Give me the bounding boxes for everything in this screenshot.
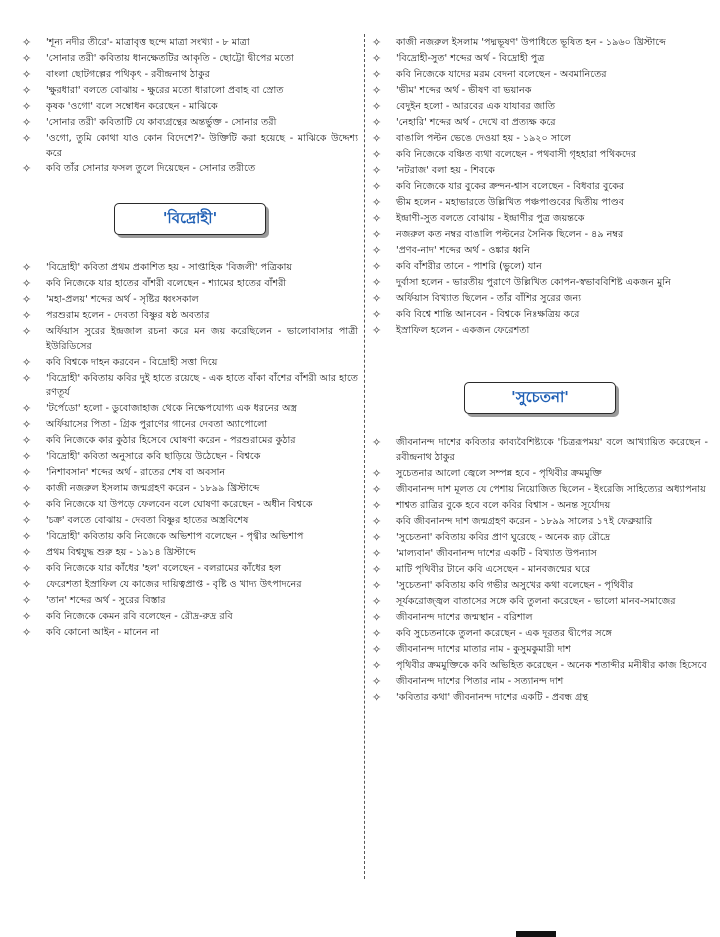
list-item — [22, 402, 358, 417]
item-text: 'বিদ্রোহী' কবিতায় কবির দুই হাতে রয়েছে - এক হাতে বাঁকা বাঁশের বাঁশরী আর হাতে রণতূর্য — [46, 372, 358, 399]
list-item — [372, 483, 708, 498]
item-text: মাটি পৃথিবীর টানে কবি এসেছেন - মানবজন্মের ঘরে — [396, 563, 591, 575]
list-item — [22, 372, 358, 401]
item-text: কাজী নজরুল ইসলাম জন্মগ্রহণ করেন - ১৮৯৯ খ্রিস্টাব্দে — [46, 483, 260, 495]
item-text: পরশুরাম হলেন - দেবতা বিষ্ণুর ষষ্ঠ অবতার — [46, 310, 210, 322]
item-text: দুর্বাসা হলেন - ভারতীয় পুরাণে উল্লিখিত কোপন-স্বভাববিশিষ্ট একজন মুনি — [396, 276, 671, 288]
list-item — [372, 436, 708, 465]
list-item — [372, 531, 708, 546]
bullet-icon: ✧ — [22, 466, 32, 480]
item-text: কবি নিজেকে কেমন রবি বলেছেন - রৌদ্র-রুদ্র রবি — [46, 610, 233, 622]
item-text: কৃষক 'ওগো' বলে সম্বোধন করেছেন - মাঝিকে — [46, 100, 218, 112]
bullet-icon: ✧ — [372, 674, 382, 688]
item-text: ইন্দ্রাণী-সুত বলতে বোঝায় - ইন্দ্রাণীর পুত্র জয়ন্তকে — [396, 212, 585, 224]
list-item — [22, 84, 358, 99]
list-item — [22, 514, 358, 529]
item-text: ইস্রাফিল হলেন - একজন ফেরেশতা — [396, 324, 530, 336]
list-item — [22, 546, 358, 561]
bullet-icon: ✧ — [22, 162, 32, 176]
bullet-icon: ✧ — [22, 51, 32, 65]
item-text: কবি সুচেতনাকে তুলনা করেছেন - এক দূরতর দ্বীপের সঙ্গে — [396, 627, 612, 639]
item-text: কবি জীবনানন্দ দাশ জন্মগ্রহণ করেন - ১৮৯৯ সালের ১৭ই ফেব্রুয়ারি — [396, 515, 653, 527]
list-item — [372, 84, 708, 99]
bullet-icon: ✧ — [22, 562, 32, 575]
bullet-icon: ✧ — [22, 530, 32, 544]
list-item — [372, 611, 708, 626]
bullet-icon: ✧ — [22, 99, 32, 113]
item-text: জীবনানন্দ দাশের মাতার নাম - কুসুমকুমারী দাশ — [396, 643, 571, 655]
list-item — [22, 498, 358, 513]
bullet-icon: ✧ — [372, 466, 382, 480]
list-item — [22, 466, 358, 481]
list-item — [372, 595, 708, 610]
list-item — [372, 691, 708, 706]
item-text: কবি বিশ্বে শান্তি আনবেন - বিশ্বকে নিঃক্ষত্রিয় করে — [396, 308, 580, 320]
item-text: 'তান' শব্দের অর্থ - সুরের বিস্তার — [46, 594, 166, 606]
right-top-list — [372, 36, 708, 338]
bullet-icon: ✧ — [22, 482, 32, 496]
bullet-icon: ✧ — [372, 67, 382, 81]
item-text: জীবনানন্দ দাশের কবিতার কাব্যবৈশিষ্ট্যকে 'চিত্ররূপময়' বলে আখ্যায়িত করেছেন - রবীন্দ্রনাথ ঠাকুর — [396, 437, 708, 463]
item-text: 'ক্ষুরধারা' বলতে বোঝায় - ক্ষুরের মতো ধারালো প্রবাহ বা স্রোত — [46, 84, 284, 96]
list-item — [372, 116, 708, 131]
bullet-icon: ✧ — [22, 277, 32, 291]
list-item — [22, 610, 358, 625]
bullet-icon: ✧ — [22, 115, 32, 129]
item-text: 'সোনার তরী' কবিতায় ধানক্ষেতটির আকৃতি - ছোট্টো দ্বীপের মতো — [46, 52, 294, 64]
bullet-icon: ✧ — [372, 83, 382, 97]
item-text: 'সোনার তরী' কবিতাটি যে কাব্যগ্রন্থের অন্তর্ভুক্ত - সোনার তরী — [46, 116, 277, 128]
bullet-icon: ✧ — [22, 434, 32, 448]
left-top-list — [22, 36, 358, 177]
list-item — [372, 260, 708, 275]
item-text: পৃথিবীর ক্রমমুক্তিকে কবি অভিহিত করেছেন - অনেক শতাব্দীর মনীষীর কাজ হিসেবে — [396, 659, 707, 671]
list-item — [22, 626, 358, 641]
bullet-icon: ✧ — [22, 67, 32, 81]
item-text: নজরুল কত নম্বর বাঙালি পল্টনের সৈনিক ছিলেন - ৪৯ নম্বর — [396, 228, 624, 240]
bullet-icon: ✧ — [22, 325, 32, 339]
list-item — [372, 52, 708, 67]
list-item — [22, 36, 358, 51]
item-text: বাংলা ছোটগল্পের পথিকৃৎ - রবীন্দ্রনাথ ঠাকুর — [46, 68, 210, 80]
bullet-icon: ✧ — [22, 450, 32, 464]
list-item — [372, 467, 708, 482]
item-text: 'নটরাজ' বলা হয় - শিবকে — [396, 164, 495, 176]
item-text: 'চক্র' বলতে বোঝায় - দেবতা বিষ্ণুর হাতের অস্ত্রবিশেষ — [46, 515, 249, 527]
list-item — [22, 482, 358, 497]
item-text: 'বিদ্রোহী' কবিতায় কবি নিজেকে অভিশাপ বলেছেন - পৃথ্বীর অভিশাপ — [46, 531, 304, 543]
bullet-icon: ✧ — [22, 625, 32, 639]
list-item — [22, 530, 358, 545]
bullet-icon: ✧ — [372, 690, 382, 704]
item-text: কবি বিশ্বকে দাহন করবেন - বিদ্রোহী সত্তা দিয়ে — [46, 356, 218, 368]
list-item — [372, 132, 708, 147]
list-item — [372, 292, 708, 307]
item-text: কবি নিজেকে যাদের মরম বেদনা বলেছেন - অবমানিতের — [396, 68, 607, 80]
item-text: শাশ্বত রাত্রির বুকে হবে বলে কবির বিশ্বাস - অনন্ত সূর্যোদয় — [396, 499, 611, 511]
item-text: 'নেহারি' শব্দের অর্থ - দেখে বা প্রত্যক্ষ করে — [396, 116, 556, 128]
item-text: 'মাল্যবান' জীবনানন্দ দাশের একটি - বিখ্যাত উপন্যাস — [396, 547, 597, 559]
bullet-icon: ✧ — [22, 131, 32, 145]
right-column — [372, 36, 708, 707]
bullet-icon: ✧ — [372, 594, 382, 608]
bullet-icon: ✧ — [372, 275, 382, 289]
item-text: কবি নিজেকে বঞ্চিত ব্যথা বলেছেন - পথবাসী গৃহহারা পথিকদের — [396, 148, 637, 160]
bullet-icon: ✧ — [22, 577, 32, 591]
bullet-icon: ✧ — [22, 514, 32, 528]
item-text: কবি কোনো আইন - মানেন না — [46, 626, 160, 638]
item-text: জীবনানন্দ দাশের জন্মস্থান - বরিশাল — [396, 611, 533, 623]
bullet-icon: ✧ — [372, 131, 382, 145]
list-item — [372, 276, 708, 291]
list-item — [22, 594, 358, 609]
bullet-icon: ✧ — [372, 211, 382, 225]
item-text: অর্ফিয়াস সুরের ইন্দ্রজাল রচনা করে মন জয় করেছিলেন - ভালোবাসার পাত্রী ইউরিডিসের — [46, 326, 358, 352]
item-text: অর্ফিয়াস বিখ্যাত ছিলেন - তাঁর বাঁশির সুরের জন্য — [396, 292, 581, 304]
bullet-icon: ✧ — [22, 609, 32, 623]
list-item — [22, 562, 358, 577]
list-item — [372, 643, 708, 658]
list-item — [22, 100, 358, 115]
bullet-icon: ✧ — [372, 115, 382, 129]
bullet-icon: ✧ — [372, 243, 382, 257]
bullet-icon: ✧ — [372, 530, 382, 544]
list-item — [372, 627, 708, 642]
bullet-icon: ✧ — [372, 307, 382, 321]
list-item — [372, 579, 708, 594]
section-heading-suchetona: 'সুচেতনা' — [464, 382, 616, 414]
list-item — [372, 212, 708, 227]
item-text: 'কবিতার কথা' জীবনানন্দ দাশের একটি - প্রবন্ধ গ্রন্থ — [396, 691, 589, 703]
item-text: বাঙালি পল্টন ভেঙে দেওয়া হয় - ১৯২০ সালে — [396, 132, 571, 144]
bullet-icon: ✧ — [372, 658, 382, 672]
item-text: 'সুচেতনা' কবিতায় কবির প্রাণ ঘুরেছে - অনেক রূঢ় রৌদ্রে — [396, 531, 611, 543]
bullet-icon: ✧ — [372, 546, 382, 560]
list-item — [372, 324, 708, 339]
list-item — [372, 244, 708, 259]
left-bottom-list — [22, 261, 358, 640]
item-text: কবি নিজেকে যার হাতের বাঁশরী বলেছেন - শ্যামের হাতের বাঁশরী — [46, 278, 287, 290]
list-item — [372, 36, 708, 51]
item-text: 'শূন্য নদীর তীরে'- মাত্রাবৃত্ত ছন্দে মাত্রা সংখ্যা - ৮ মাত্রা — [46, 37, 250, 48]
bullet-icon: ✧ — [22, 418, 32, 432]
bullet-icon: ✧ — [22, 355, 32, 369]
item-text: 'টর্পেডো' হলো - ডুবোজাহাজ থেকে নিক্ষেপযোগ্য এক ধরনের অস্ত্র — [46, 403, 298, 415]
item-text: 'সুচেতনা' কবিতায় কবি গভীর অসুখের কথা বলেছেন - পৃথিবীর — [396, 579, 634, 591]
item-text: 'ভীম' শব্দের অর্থ - ভীষণ বা ভয়ানক — [396, 84, 532, 96]
left-column — [22, 36, 358, 642]
list-item — [22, 450, 358, 465]
bullet-icon: ✧ — [22, 309, 32, 323]
bullet-icon: ✧ — [22, 83, 32, 97]
bullet-icon: ✧ — [372, 436, 382, 450]
right-bottom-list — [372, 436, 708, 705]
item-text: 'বিদ্রোহী-সুত' শব্দের অর্থ - বিদ্রোহী পুত্র — [396, 52, 545, 64]
bullet-icon: ✧ — [22, 593, 32, 607]
item-text: 'নিশাবসান' শব্দের অর্থ - রাতের শেষ বা অবসান — [46, 467, 226, 479]
bullet-icon: ✧ — [372, 642, 382, 656]
bullet-icon: ✧ — [22, 402, 32, 416]
list-item — [372, 547, 708, 562]
item-text: 'প্রণব-নাদ' শব্দের অর্থ - ওঙ্কার ধ্বনি — [396, 244, 530, 256]
bullet-icon: ✧ — [22, 261, 32, 275]
bullet-icon: ✧ — [372, 610, 382, 624]
list-item — [372, 499, 708, 514]
item-text: কবি তাঁর সোনার ফসল তুলে দিয়েছেন - সোনার তরীতে — [46, 163, 256, 175]
column-divider — [364, 34, 365, 879]
list-item — [372, 100, 708, 115]
item-text: 'ওগো, তুমি কোথা যাও কোন বিদেশে?'- উক্তিটি করা হয়েছে - মাঝিকে উদ্দেশ্য করে — [46, 132, 358, 159]
bullet-icon: ✧ — [372, 51, 382, 65]
bullet-icon: ✧ — [372, 498, 382, 512]
item-text: প্রথম বিশ্বযুদ্ধ শুরু হয় - ১৯১৪ খ্রিস্টাব্দে — [46, 547, 196, 559]
bullet-icon: ✧ — [372, 36, 382, 49]
item-text: সুচেতনার আলো জ্বেলে সম্পন্ন হবে - পৃথিবীর ক্রমমুক্তি — [396, 467, 602, 479]
list-item — [22, 162, 358, 177]
item-text: 'বিদ্রোহী' কবিতা প্রথম প্রকাশিত হয় - সাপ্তাহিক 'বিজলী' পত্রিকায় — [46, 262, 293, 274]
bullet-icon: ✧ — [372, 195, 382, 209]
list-item — [372, 148, 708, 163]
item-text: কবি নিজেকে যার কাঁধের 'হল' বলেছেন - বলরামের কাঁধের হল — [46, 563, 282, 574]
bullet-icon: ✧ — [372, 179, 382, 193]
list-item — [372, 228, 708, 243]
list-item — [22, 418, 358, 433]
list-item — [22, 578, 358, 593]
list-item — [372, 675, 708, 690]
list-item — [372, 196, 708, 211]
bullet-icon: ✧ — [372, 323, 382, 337]
bullet-icon: ✧ — [372, 626, 382, 640]
bullet-icon: ✧ — [372, 163, 382, 177]
bullet-icon: ✧ — [22, 371, 32, 385]
list-item — [22, 277, 358, 292]
bullet-icon: ✧ — [372, 227, 382, 241]
list-item — [22, 309, 358, 324]
list-item — [372, 164, 708, 179]
list-item — [22, 434, 358, 449]
item-text: 'বিদ্রোহী' কবিতা অনুসারে কবি ছাড়িয়ে উঠেছেন - বিশ্বকে — [46, 451, 261, 463]
section-heading-bidrohi: 'বিদ্রোহী' — [114, 203, 266, 235]
list-item — [22, 356, 358, 371]
item-text: অর্ফিয়াসের পিতা - গ্রিক পুরাণের গানের দেবতা অ্যাপোলো — [46, 419, 268, 431]
list-item — [22, 52, 358, 67]
item-text: কবি নিজেকে যার বুকের ক্রন্দন-শ্বাস বলেছেন - বিধবার বুকের — [396, 180, 625, 192]
item-text: জীবনানন্দ দাশের পিতার নাম - সত্যানন্দ দাশ — [396, 675, 564, 687]
item-text: কবি বাঁশরীর তানে - পাশরি (ভুলে) যান — [396, 260, 542, 272]
item-text: কাজী নজরুল ইসলাম 'পদ্মভূষণ' উপাধিতে ভূষিত হন - ১৯৬০ খ্রিস্টাব্দে — [396, 37, 666, 48]
item-text: কবি নিজেকে যা উপড়ে ফেলবেন বলে ঘোষণা করেছেন - অধীন বিশ্বকে — [46, 499, 313, 511]
item-text: ভীম হলেন - মহাভারতে উল্লিখিত পঞ্চপাণ্ডবের দ্বিতীয় পাণ্ডব — [396, 196, 625, 208]
item-text: 'মহা-প্রলয়' শব্দের অর্থ - সৃষ্টির ধ্বংসকাল — [46, 294, 199, 306]
bullet-icon: ✧ — [372, 147, 382, 161]
list-item — [22, 68, 358, 83]
bullet-icon: ✧ — [22, 546, 32, 560]
item-text: কবি নিজেকে কার কুঠার হিসেবে ঘোষণা করেন - পরশুরামের কুঠার — [46, 435, 296, 447]
bullet-icon: ✧ — [372, 514, 382, 528]
list-item — [22, 293, 358, 308]
item-text: ফেরেশতা ইস্রাফিল যে কাজের দায়িত্বপ্রাপ্ত - বৃষ্টি ও খাদ্য উৎপাদনের — [46, 578, 302, 590]
bullet-icon: ✧ — [372, 259, 382, 273]
list-item — [372, 68, 708, 83]
item-text: জীবনানন্দ দাশ মূলত যে পেশায় নিয়োজিত ছিলেন - ইংরেজি সাহিত্যের অধ্যাপনায় — [396, 483, 706, 495]
list-item — [372, 180, 708, 195]
list-item — [22, 116, 358, 131]
bullet-icon: ✧ — [372, 578, 382, 592]
bullet-icon: ✧ — [372, 482, 382, 496]
bullet-icon: ✧ — [22, 293, 32, 307]
bullet-icon: ✧ — [22, 36, 32, 49]
item-text: সূর্যকরোজ্জ্বল বাতাসের সঙ্গে কবি তুলনা করেছেন - ভালো মানব-সমাজের — [396, 595, 676, 607]
list-item — [22, 325, 358, 354]
bullet-icon: ✧ — [372, 562, 382, 576]
list-item — [22, 132, 358, 161]
page-marker-bar — [516, 931, 556, 937]
item-text: বেদুইন হলো - আরবের এক যাযাবর জাতি — [396, 100, 556, 112]
list-item — [372, 515, 708, 530]
list-item — [372, 563, 708, 578]
bullet-icon: ✧ — [372, 291, 382, 305]
bullet-icon: ✧ — [372, 99, 382, 113]
list-item — [22, 261, 358, 276]
list-item — [372, 308, 708, 323]
bullet-icon: ✧ — [22, 498, 32, 512]
list-item — [372, 659, 708, 674]
